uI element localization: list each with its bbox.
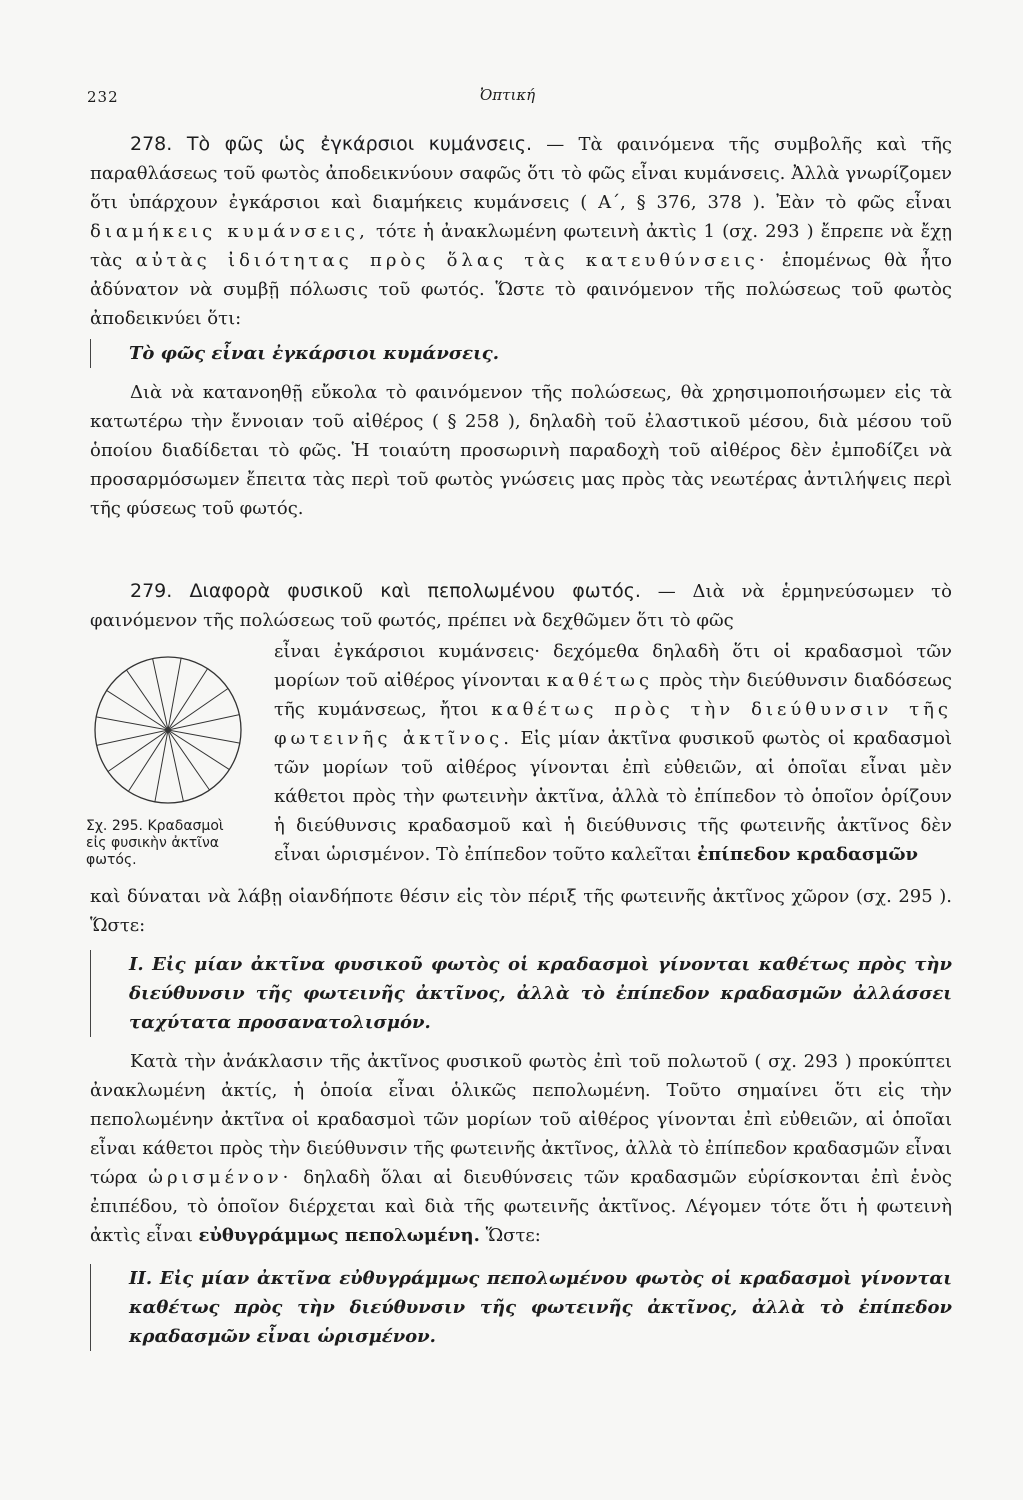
s279-para-end: Ὥστε: (485, 1225, 541, 1246)
section-279-paragraph-1 (90, 577, 952, 635)
section-278-heading: 278. Τὸ φῶς ὡς ἐγκάρσιοι κυμάνσεις. (130, 133, 533, 155)
section-279-intro (90, 577, 952, 635)
section-278-paragraph-2: Διὰ νὰ κατανοηθῇ εὔκολα τὸ φαινόμενον τῆς πολώσεως, θὰ χρησιμοποιήσωμεν εἰς τὰ κατωτέρω τὴν ἔννοιαν τοῦ αἰθέρος ( § 258 ), δηλαδὴ τοῦ ἐλαστικοῦ μέσου, διὰ μέσου τοῦ ὁποίου διαδίδεται τὸ φῶς. Ἡ τοιαύτη προσωρινὴ παραδοχὴ τοῦ αἰθέρος δὲν ἐμποδίζει νὰ προσαρμόσωμεν ἔπειτα τὰς περὶ τοῦ φωτὸς γνώσεις μας πρὸς τὰς νεωτέρας ἀντιλήψεις περὶ τῆς φύσεως τοῦ φωτός. (90, 382, 952, 519)
figure-295-caption: Σχ. 295. Κραδασμοὶ εἰς φυσικὴν ἀκτῖνα φωτός. (86, 818, 224, 868)
section-279-beside-figure (274, 637, 952, 869)
s278-text-2: τότε ἡ ἀνακλωμένη φωτεινὴ ἀκτὶς 1 (σχ. 293 ) ἔπρεπε νὰ ἔχῃ τὰς (90, 221, 952, 271)
running-head: Ὀπτική (480, 86, 536, 104)
rule-2-box (90, 1264, 952, 1351)
s279-para-text-b: δηλαδὴ ὅλαι αἱ διευθύνσεις τῶν κραδασμῶν εὑρίσκονται ἐπὶ ἑνὸς ἐπιπέδου, τὸ ὁποῖον διέρχεται καὶ διὰ τῆς φωτεινῆς ἀκτῖνος. Λέγομεν τότε ὅτι ἡ φωτεινὴ ἀκτὶς εἶναι (90, 1167, 952, 1246)
figure-295 (88, 650, 248, 869)
rule-1-box (90, 950, 952, 1037)
rule-1-text: I. Εἰς μίαν ἀκτῖνα φυσικοῦ φωτὸς οἱ κραδασμοὶ γίνονται καθέτως πρὸς τὴν διεύθυνσιν τῆς φωτεινῆς ἀκτῖνος, ἀλλὰ τὸ ἐπίπεδον κραδασμῶν ἀλλάσσει ταχύτατα προσανατολισμόν. (129, 954, 952, 1033)
section-279-paragraph-polarized (90, 1047, 952, 1250)
section-278-paragraph-1 (90, 130, 952, 333)
section-278 (90, 130, 952, 523)
term-linearly-polarized: εὐθυγράμμως πεπολωμένη. (198, 1225, 480, 1246)
term-vibration-plane: ἐπίπεδον κραδασμῶν (697, 844, 918, 865)
section-279-heading: 279. Διαφορὰ φυσικοῦ καὶ πεπολωμένου φωτός. (130, 580, 641, 602)
page-number: 232 (87, 88, 119, 106)
s278-spaced-1: διαμήκεις κυμάνσεις, (90, 221, 369, 242)
s279-side-text-3: Εἰς μίαν ἀκτῖνα φυσικοῦ φωτὸς οἱ κραδασμοὶ τῶν μορίων τοῦ αἰθέρος γίνονται ἐπὶ εὐθειῶν, αἱ ὁποῖαι εἶναι μὲν κάθετοι πρὸς τὴν φωτεινὴν ἀκτῖνα, ἀλλὰ τὸ ἐπίπεδον τὸ ὁποῖον ὁρίζουν ἡ διεύθυνσις κραδασμοῦ καὶ ἡ διεύθυνσις τῆς φωτεινῆς ἀκτῖνος δὲν εἶναι ὡρισμένον. Τὸ ἐπίπεδον τοῦτο καλεῖται (274, 728, 953, 865)
natural-light-vibrations-diagram (88, 650, 248, 810)
s278-spaced-2: αὐτὰς ἰδιότητας πρὸς ὅλας τὰς κατευθύνσεις· (135, 250, 769, 271)
rule-2-text: II. Εἰς μίαν ἀκτῖνα εὐθυγράμμως πεπολωμένου φωτὸς οἱ κραδασμοὶ γίνονται καθέτως πρὸς τὴν διεύθυνσιν τῆς φωτεινῆς ἀκτῖνος, ἀλλὰ τὸ ἐπίπεδον κραδασμῶν εἶναι ὡρισμένον. (129, 1268, 952, 1347)
s278-text-3: ἑπομένως θὰ ἦτο ἀδύνατον νὰ συμβῇ πόλωσις τοῦ φωτός. Ὥστε τὸ φαινόμενον τῆς πολώσεως τοῦ φωτὸς ἀποδεικνύει ὅτι: (90, 250, 952, 329)
section-279-continuation: καὶ δύναται νὰ λάβῃ οἱανδήποτε θέσιν εἰς τὸν πέριξ τῆς φωτεινῆς ἀκτῖνος χῶρον (σχ. 295 ). Ὥστε: (90, 886, 952, 936)
s279-side-spaced-2: καθέτως πρὸς τὴν διεύθυνσιν τῆς φωτεινῆς ἀκτῖνος. (274, 699, 952, 749)
s279-side-spaced-1: καθέτως (546, 670, 654, 691)
s279-side-text-1: εἶναι ἐγκάρσιοι κυμάνσεις· δεχόμεθα δηλαδὴ ὅτι οἱ κραδασμοὶ τῶν μορίων τοῦ αἰθέρος γίνονται (274, 641, 952, 691)
s279-para-spaced: ὡρισμένον· (148, 1167, 293, 1188)
s279-para-text-a: Κατὰ τὴν ἀνάκλασιν τῆς ἀκτῖνος φυσικοῦ φωτὸς ἐπὶ τοῦ πολωτοῦ ( σχ. 293 ) προκύπτει ἀνακλωμένη ἀκτίς, ἡ ὁποία εἶναι ὁλικῶς πεπολωμένη. Τοῦτο σημαίνει ὅτι εἰς τὴν πεπολωμένην ἀκτῖνα οἱ κραδασμοὶ τῶν μορίων τοῦ αἰθέρος γίνονται ἐπὶ εὐθειῶν, αἱ ὁποῖαι εἶναι κάθετοι πρὸς τὴν διεύθυνσιν τῆς φωτεινῆς ἀκτῖνος, ἀλλὰ τὸ ἐπίπεδον κραδασμῶν εἶναι τώρα (90, 1051, 952, 1188)
conclusion-text: Τὸ φῶς εἶναι ἐγκάρσιοι κυμάνσεις. (129, 343, 500, 364)
section-279-continued (90, 882, 952, 1351)
conclusion-box (90, 339, 952, 368)
s279-side-text-2: πρὸς τὴν διεύθυνσιν διαδόσεως τῆς κυμάνσεως, ἤτοι (274, 670, 952, 720)
s278-text-1: — Τὰ φαινόμενα τῆς συμβολῆς καὶ τῆς παραθλάσεως τοῦ φωτὸς ἀποδεικνύουν σαφῶς ὅτι τὸ φῶς εἶναι κυμάνσεις. Ἀλλὰ γνωρίζομεν ὅτι ὑπάρχουν ἐγκάρσιοι καὶ διαμήκεις κυμάνσεις ( Α΄, § 376, 378 ). Ἐὰν τὸ φῶς εἶναι (90, 134, 952, 213)
s279-intro-text: — Διὰ νὰ ἑρμηνεύσωμεν τὸ φαινόμενον τῆς πολώσεως τοῦ φωτός, πρέπει νὰ δεχθῶμεν ὅτι τὸ φῶς (90, 581, 952, 631)
